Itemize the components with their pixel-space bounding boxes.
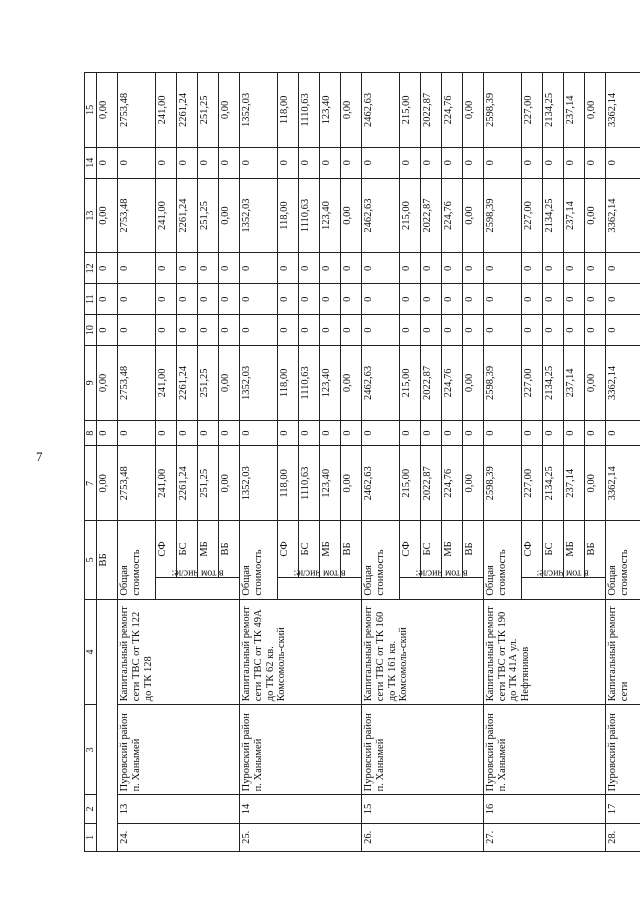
page-number: 7: [36, 449, 43, 464]
value-cell: 0,00: [462, 446, 483, 521]
value-cell: 251,25: [198, 446, 219, 521]
cell: 0: [97, 253, 118, 284]
value-cell: 2753,48: [118, 73, 156, 148]
value-cell: 0: [177, 253, 198, 284]
value-cell: 0: [563, 420, 584, 446]
value-cell: 0: [320, 420, 341, 446]
col-header: 9: [85, 346, 97, 421]
value-cell: 227,00: [521, 73, 542, 148]
value-cell: 0: [277, 315, 298, 346]
value-cell: 0: [441, 253, 462, 284]
value-cell: 0: [542, 253, 563, 284]
value-cell: 1110,63: [298, 178, 319, 253]
value-cell: 0: [198, 420, 219, 446]
value-cell: 0: [177, 284, 198, 315]
value-cell: 0: [521, 253, 542, 284]
value-cell: 0: [605, 420, 640, 446]
row-index: 27.: [483, 823, 605, 851]
value-cell: 2261,24: [177, 73, 198, 148]
value-cell: 0: [441, 315, 462, 346]
cell: 0,00: [97, 346, 118, 421]
including-label-text: в том числе:: [171, 567, 224, 579]
funding-source: СФ: [399, 521, 420, 578]
including-label: [156, 567, 240, 599]
value-cell: 3362,14: [605, 346, 640, 421]
value-cell: 2753,48: [118, 346, 156, 421]
funding-source: БС: [542, 521, 563, 578]
value-cell: 0,00: [462, 346, 483, 421]
value-cell: 0: [462, 420, 483, 446]
funding-source: СФ: [521, 521, 542, 578]
value-cell: 0,00: [341, 346, 362, 421]
value-cell: 0: [521, 315, 542, 346]
value-cell: 241,00: [156, 446, 177, 521]
table-body: [97, 73, 640, 852]
including-label-text: в том числе:: [537, 567, 590, 579]
value-cell: 0: [584, 420, 605, 446]
value-cell: 0: [118, 420, 156, 446]
value-cell: 237,14: [563, 178, 584, 253]
value-cell: 0: [441, 284, 462, 315]
value-cell: 118,00: [277, 178, 298, 253]
funding-source: ВБ: [462, 521, 483, 578]
location: Пуровский район п. Ханымей: [118, 705, 240, 795]
table-row: [118, 73, 156, 852]
value-cell: 1352,03: [240, 178, 278, 253]
cell: 0: [97, 420, 118, 446]
cell: 0,00: [97, 446, 118, 521]
object-number: 17: [605, 795, 640, 823]
object-name: Капитальный ремонт сети ТВС от ТК 122 до ТК 128: [118, 599, 240, 705]
value-cell: 0: [240, 147, 278, 178]
value-cell: 123,40: [320, 73, 341, 148]
funding-source: МБ: [441, 521, 462, 578]
object-name: Капитальный ремонт сети ТВС от ТК 160 до ТК 161 кв. Комсомоль-ский: [362, 599, 484, 705]
value-cell: 0: [362, 147, 400, 178]
funding-source: МБ: [320, 521, 341, 578]
value-cell: 0: [341, 420, 362, 446]
col-header: 2: [85, 795, 97, 823]
value-cell: 227,00: [521, 446, 542, 521]
value-cell: 0: [277, 284, 298, 315]
value-cell: 0: [362, 284, 400, 315]
value-cell: 2598,39: [483, 446, 521, 521]
row-index: 25.: [240, 823, 362, 851]
value-cell: 2753,48: [118, 178, 156, 253]
value-cell: 2022,87: [420, 346, 441, 421]
value-cell: 0,00: [219, 73, 240, 148]
value-cell: 2462,63: [362, 446, 400, 521]
value-cell: 0: [563, 284, 584, 315]
value-cell: 0: [298, 147, 319, 178]
value-cell: 241,00: [156, 73, 177, 148]
column-numbers-row: [85, 73, 97, 852]
value-cell: 227,00: [521, 178, 542, 253]
value-cell: 0: [156, 253, 177, 284]
value-cell: 0: [584, 253, 605, 284]
including-label-text: в том числе:: [293, 567, 346, 579]
cell: 0: [97, 284, 118, 315]
col-header: 11: [85, 284, 97, 315]
value-cell: 0: [240, 315, 278, 346]
value-cell: 0: [462, 147, 483, 178]
cell: 0,00: [97, 178, 118, 253]
value-cell: 0: [563, 253, 584, 284]
value-cell: 0: [441, 147, 462, 178]
object-name: Капитальный ремонт сети ТВС от ТК 190 до ТК 41А ул. Нефтяников: [483, 599, 605, 705]
value-cell: 2462,63: [362, 178, 400, 253]
value-cell: 0: [198, 253, 219, 284]
value-cell: 215,00: [399, 346, 420, 421]
value-cell: 251,25: [198, 346, 219, 421]
value-cell: 0: [584, 315, 605, 346]
value-cell: 0,00: [462, 178, 483, 253]
object-name: Капитальный ремонт сети: [605, 599, 640, 705]
value-cell: 2462,63: [362, 346, 400, 421]
value-cell: 227,00: [521, 346, 542, 421]
value-cell: 0: [320, 147, 341, 178]
value-cell: 0: [341, 253, 362, 284]
table-row: [97, 73, 118, 852]
value-cell: 1352,03: [240, 446, 278, 521]
funding-source: БС: [420, 521, 441, 578]
funding-source: ВБ: [341, 521, 362, 578]
value-cell: 2022,87: [420, 446, 441, 521]
value-cell: 224,76: [441, 73, 462, 148]
value-cell: 237,14: [563, 446, 584, 521]
value-cell: 0: [177, 147, 198, 178]
value-cell: 0: [156, 315, 177, 346]
location: Пуровский район: [605, 705, 640, 795]
value-cell: 0: [219, 420, 240, 446]
value-cell: 251,25: [198, 73, 219, 148]
value-cell: 0: [420, 253, 441, 284]
value-cell: 0: [399, 420, 420, 446]
value-cell: 224,76: [441, 178, 462, 253]
value-cell: 0: [298, 284, 319, 315]
value-cell: 0,00: [462, 73, 483, 148]
value-cell: 215,00: [399, 178, 420, 253]
col-header: 13: [85, 178, 97, 253]
funding-source: БС: [298, 521, 319, 578]
value-cell: 0: [521, 420, 542, 446]
value-cell: 0: [118, 253, 156, 284]
value-cell: 241,00: [156, 346, 177, 421]
value-cell: 0: [240, 420, 278, 446]
location: Пуровский район п. Ханымей: [240, 705, 362, 795]
total-cost-label: Общая стоимость: [362, 521, 400, 600]
total-cost-label: Общая стоимость: [483, 521, 521, 600]
col-header: 10: [85, 315, 97, 346]
value-cell: 0: [156, 147, 177, 178]
value-cell: 1110,63: [298, 446, 319, 521]
value-cell: 0: [362, 420, 400, 446]
col-header: 1: [85, 823, 97, 851]
value-cell: 0: [219, 253, 240, 284]
value-cell: 0: [605, 147, 640, 178]
cell: 0: [97, 315, 118, 346]
value-cell: 0: [521, 147, 542, 178]
value-cell: 0: [320, 315, 341, 346]
value-cell: 1352,03: [240, 73, 278, 148]
value-cell: 0: [277, 420, 298, 446]
value-cell: 0: [483, 284, 521, 315]
value-cell: 0: [521, 284, 542, 315]
funding-source: ВБ: [219, 521, 240, 578]
value-cell: 2134,25: [542, 73, 563, 148]
value-cell: 0: [198, 147, 219, 178]
value-cell: 0: [462, 284, 483, 315]
rotated-table-page: [84, 72, 640, 852]
value-cell: 118,00: [277, 446, 298, 521]
row-index: 26.: [362, 823, 484, 851]
value-cell: 0: [399, 284, 420, 315]
value-cell: 2261,24: [177, 178, 198, 253]
value-cell: 0: [542, 147, 563, 178]
value-cell: 0: [420, 147, 441, 178]
value-cell: 0: [219, 315, 240, 346]
value-cell: 0: [177, 315, 198, 346]
cell: 0: [97, 147, 118, 178]
value-cell: 0: [542, 284, 563, 315]
value-cell: 0,00: [219, 178, 240, 253]
value-cell: 0: [420, 420, 441, 446]
value-cell: 1110,63: [298, 346, 319, 421]
value-cell: 0: [118, 284, 156, 315]
value-cell: 3362,14: [605, 73, 640, 148]
value-cell: 3362,14: [605, 178, 640, 253]
value-cell: 1352,03: [240, 346, 278, 421]
value-cell: 2261,24: [177, 346, 198, 421]
value-cell: 0,00: [219, 346, 240, 421]
value-cell: 123,40: [320, 178, 341, 253]
value-cell: 215,00: [399, 73, 420, 148]
value-cell: 0: [320, 253, 341, 284]
value-cell: 0: [118, 315, 156, 346]
object-number: 14: [240, 795, 362, 823]
value-cell: 0: [177, 420, 198, 446]
funding-source: МБ: [563, 521, 584, 578]
funding-source: СФ: [156, 521, 177, 578]
total-cost-label: Общая стоимость: [240, 521, 278, 600]
table-row: [362, 73, 400, 852]
total-cost-label: Общая стоимость: [605, 521, 640, 600]
value-cell: 0: [483, 253, 521, 284]
col-header: 15: [85, 73, 97, 148]
value-cell: 3362,14: [605, 446, 640, 521]
value-cell: 0: [584, 147, 605, 178]
value-cell: 251,25: [198, 178, 219, 253]
including-label: [277, 567, 361, 599]
row-index: 28.: [605, 823, 640, 851]
cell: ВБ: [97, 521, 118, 600]
value-cell: 0: [542, 315, 563, 346]
cell: 0,00: [97, 73, 118, 148]
col-header: 8: [85, 420, 97, 446]
value-cell: 0: [605, 253, 640, 284]
value-cell: 123,40: [320, 446, 341, 521]
value-cell: 0: [240, 284, 278, 315]
location: Пуровский район п. Ханымей: [362, 705, 484, 795]
value-cell: 0,00: [584, 446, 605, 521]
value-cell: 0: [320, 284, 341, 315]
value-cell: 2134,25: [542, 178, 563, 253]
value-cell: 0: [605, 284, 640, 315]
value-cell: 2261,24: [177, 446, 198, 521]
value-cell: 0: [298, 315, 319, 346]
col-header: 5: [85, 521, 97, 600]
value-cell: 2022,87: [420, 178, 441, 253]
including-label: [399, 567, 483, 599]
value-cell: 2022,87: [420, 73, 441, 148]
value-cell: 0: [341, 147, 362, 178]
value-cell: 224,76: [441, 446, 462, 521]
value-cell: 0: [605, 315, 640, 346]
object-number: 13: [118, 795, 240, 823]
value-cell: 0: [441, 420, 462, 446]
value-cell: 0: [563, 315, 584, 346]
value-cell: 0: [198, 315, 219, 346]
value-cell: 0: [462, 253, 483, 284]
including-label-text: в том числе:: [415, 567, 468, 579]
value-cell: 0: [483, 315, 521, 346]
value-cell: 118,00: [277, 73, 298, 148]
value-cell: 2598,39: [483, 178, 521, 253]
value-cell: 2134,25: [542, 446, 563, 521]
value-cell: 2753,48: [118, 446, 156, 521]
value-cell: 0: [219, 147, 240, 178]
table-row: [483, 73, 521, 852]
total-cost-label: Общая стоимость: [118, 521, 156, 600]
value-cell: 0: [240, 253, 278, 284]
funding-source: ВБ: [584, 521, 605, 578]
value-cell: 215,00: [399, 446, 420, 521]
table-row: [240, 73, 278, 852]
value-cell: 0,00: [584, 178, 605, 253]
funding-source: СФ: [277, 521, 298, 578]
value-cell: 0: [298, 253, 319, 284]
budget-table: [84, 72, 640, 852]
col-header: 4: [85, 599, 97, 705]
col-header: 3: [85, 705, 97, 795]
funding-source: МБ: [198, 521, 219, 578]
value-cell: 0: [277, 147, 298, 178]
value-cell: 0: [362, 253, 400, 284]
value-cell: 0: [298, 420, 319, 446]
value-cell: 1110,63: [298, 73, 319, 148]
value-cell: 0: [399, 253, 420, 284]
value-cell: 0: [542, 420, 563, 446]
value-cell: 0: [198, 284, 219, 315]
value-cell: 2598,39: [483, 73, 521, 148]
value-cell: 241,00: [156, 178, 177, 253]
value-cell: 118,00: [277, 346, 298, 421]
value-cell: 0,00: [341, 73, 362, 148]
value-cell: 0: [462, 315, 483, 346]
value-cell: 0: [362, 315, 400, 346]
value-cell: 0,00: [584, 73, 605, 148]
value-cell: 237,14: [563, 346, 584, 421]
value-cell: 0: [584, 284, 605, 315]
value-cell: 0: [156, 420, 177, 446]
including-label: [521, 567, 605, 599]
funding-source: БС: [177, 521, 198, 578]
value-cell: 0: [277, 253, 298, 284]
row-index: 24.: [118, 823, 240, 851]
value-cell: 0,00: [584, 346, 605, 421]
col-header: 12: [85, 253, 97, 284]
object-number: 16: [483, 795, 605, 823]
value-cell: 0: [341, 315, 362, 346]
value-cell: 0: [399, 147, 420, 178]
value-cell: 0: [420, 284, 441, 315]
value-cell: 0: [563, 147, 584, 178]
value-cell: 123,40: [320, 346, 341, 421]
value-cell: 0,00: [341, 446, 362, 521]
value-cell: 0: [399, 315, 420, 346]
value-cell: 2462,63: [362, 73, 400, 148]
value-cell: 0: [483, 147, 521, 178]
value-cell: 0: [420, 315, 441, 346]
col-header: 7: [85, 446, 97, 521]
value-cell: 0: [483, 420, 521, 446]
value-cell: 0,00: [341, 178, 362, 253]
value-cell: 0: [219, 284, 240, 315]
value-cell: 0,00: [219, 446, 240, 521]
location: Пуровский район п. Ханымей: [483, 705, 605, 795]
value-cell: 237,14: [563, 73, 584, 148]
value-cell: 2134,25: [542, 346, 563, 421]
value-cell: 2598,39: [483, 346, 521, 421]
object-name: Капитальный ремонт сети ТВС от ТК 49А до ТК 62 кв. Комсомоль-ский: [240, 599, 362, 705]
value-cell: 0: [156, 284, 177, 315]
value-cell: 224,76: [441, 346, 462, 421]
table-row: [605, 73, 640, 852]
col-header: 14: [85, 147, 97, 178]
value-cell: 0: [118, 147, 156, 178]
object-number: 15: [362, 795, 484, 823]
value-cell: 0: [341, 284, 362, 315]
